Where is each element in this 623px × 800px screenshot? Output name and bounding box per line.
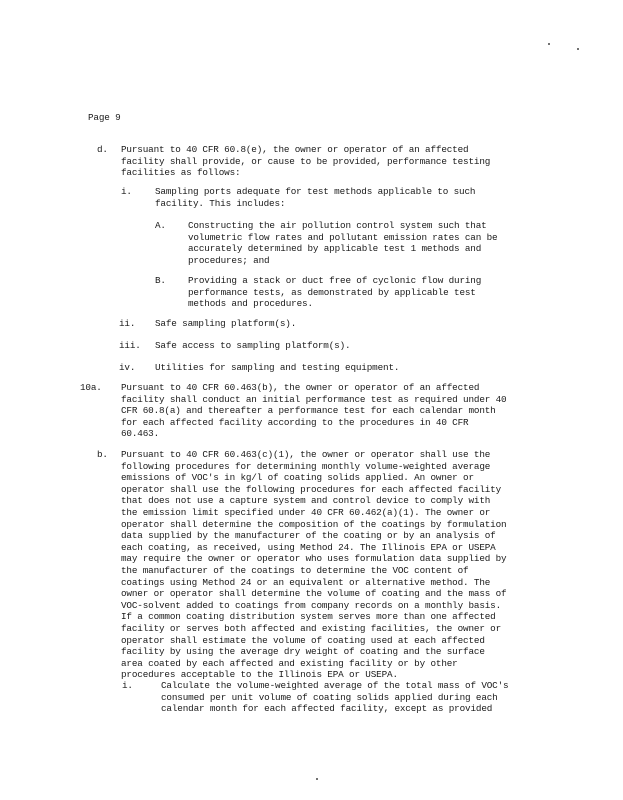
text-line: Pursuant to 40 CFR 60.463(b), the owner or operator of an affected <box>121 382 480 393</box>
section-10a-marker: 10a. <box>80 382 102 393</box>
section-d-i-b-marker: B. <box>155 275 166 286</box>
scan-speck <box>316 778 318 780</box>
section-d-i-a-text <box>188 220 497 266</box>
text-line: If a common coating distribution system serves more than one affected <box>121 611 496 623</box>
text-line: performance tests, as demonstrated by applicable test <box>188 286 476 298</box>
text-line: VOC-solvent added to coatings from company records on a monthly basis. <box>121 599 502 611</box>
section-b-text <box>121 449 506 681</box>
text-line: operator shall estimate the volume of coating used at each affected <box>121 634 485 646</box>
section-d-iv-text: Utilities for sampling and testing equipment. <box>155 362 400 373</box>
text-line: facilities as follows: <box>121 167 241 179</box>
section-10a-text <box>121 382 506 440</box>
text-line: facility by using the average dry weight of coating and the surface <box>121 646 485 658</box>
section-d-i-marker: i. <box>121 186 132 197</box>
text-line: procedures; and <box>188 254 270 266</box>
section-d-i-a-marker: A. <box>155 220 166 231</box>
text-line: operator shall use the following procedures for each affected facility <box>121 483 502 495</box>
text-line: operator shall determine the composition of the coatings by formulation <box>121 518 507 530</box>
text-line: procedures acceptable to the Illinois EPA or USEPA. <box>121 669 398 681</box>
text-line: coatings using Method 24 or an equivalent or alternative method. The <box>121 576 491 588</box>
section-d-ii-marker: ii. <box>119 318 136 329</box>
page-number: Page 9 <box>88 112 121 123</box>
section-d-text <box>121 144 490 179</box>
section-d-iv-marker: iv. <box>119 362 136 373</box>
text-line: facility shall conduct an initial performance test as required under 40 <box>121 393 507 405</box>
section-b-i-marker: i. <box>122 680 133 691</box>
text-line: volumetric flow rates and pollutant emission rates can be <box>188 231 498 243</box>
text-line: calendar month for each affected facility, except as provided <box>161 703 493 715</box>
text-line: Sampling ports adequate for test methods applicable to such <box>155 186 476 197</box>
text-line: facility or serves both affected and existing facilities, the owner or <box>121 622 502 634</box>
text-line: facility shall provide, or cause to be provided, performance testing <box>121 155 491 167</box>
text-line: Pursuant to 40 CFR 60.8(e), the owner or operator of an affected <box>121 144 469 155</box>
text-line: area coated by each affected and existing facility or by other <box>121 657 458 669</box>
section-d-iii-marker: iii. <box>119 340 141 351</box>
section-d-i-b-text <box>188 275 481 310</box>
text-line: consumed per unit volume of coating solids applied during each <box>161 691 498 703</box>
text-line: CFR 60.8(a) and thereafter a performance test for each calendar month <box>121 405 496 417</box>
section-d-ii-text: Safe sampling platform(s). <box>155 318 297 329</box>
section-d-marker: d. <box>97 144 108 155</box>
text-line: the emission limit specified under 40 CFR 60.462(a)(1). The owner or <box>121 506 491 518</box>
text-line: accurately determined by applicable test 1 methods and <box>188 243 482 255</box>
text-line: Pursuant to 40 CFR 60.463(c)(1), the owner or operator shall use the <box>121 449 491 460</box>
text-line: owner or operator shall determine the volume of coating and the mass of <box>121 588 507 600</box>
scan-speck <box>548 43 550 45</box>
section-d-i-text <box>155 186 475 209</box>
text-line: for each affected facility according to the procedures in 40 CFR <box>121 416 469 428</box>
scan-speck <box>577 48 579 50</box>
text-line: may require the owner or operator who uses formulation data supplied by <box>121 553 507 565</box>
text-line: the manufacturer of the coatings to determine the VOC content of <box>121 564 469 576</box>
section-b-i-text <box>161 680 508 715</box>
text-line: following procedures for determining monthly volume-weighted average <box>121 460 491 472</box>
text-line: Constructing the air pollution control system such that <box>188 220 487 231</box>
section-d-iii-text: Safe access to sampling platform(s). <box>155 340 351 351</box>
section-b-marker: b. <box>97 449 108 460</box>
text-line: methods and procedures. <box>188 298 313 310</box>
text-line: 60.463. <box>121 428 160 440</box>
text-line: facility. This includes: <box>155 197 286 209</box>
text-line: emissions of VOC's in kg/l of coating solids applied. An owner or <box>121 472 474 484</box>
text-line: data supplied by the manufacturer of the coating or by an analysis of <box>121 530 496 542</box>
text-line: Providing a stack or duct free of cyclonic flow during <box>188 275 482 286</box>
text-line: that does not use a capture system and control device to comply with <box>121 495 491 507</box>
text-line: Calculate the volume-weighted average of the total mass of VOC's <box>161 680 509 691</box>
text-line: each coating, as received, using Method 24. The Illinois EPA or USEPA <box>121 541 496 553</box>
